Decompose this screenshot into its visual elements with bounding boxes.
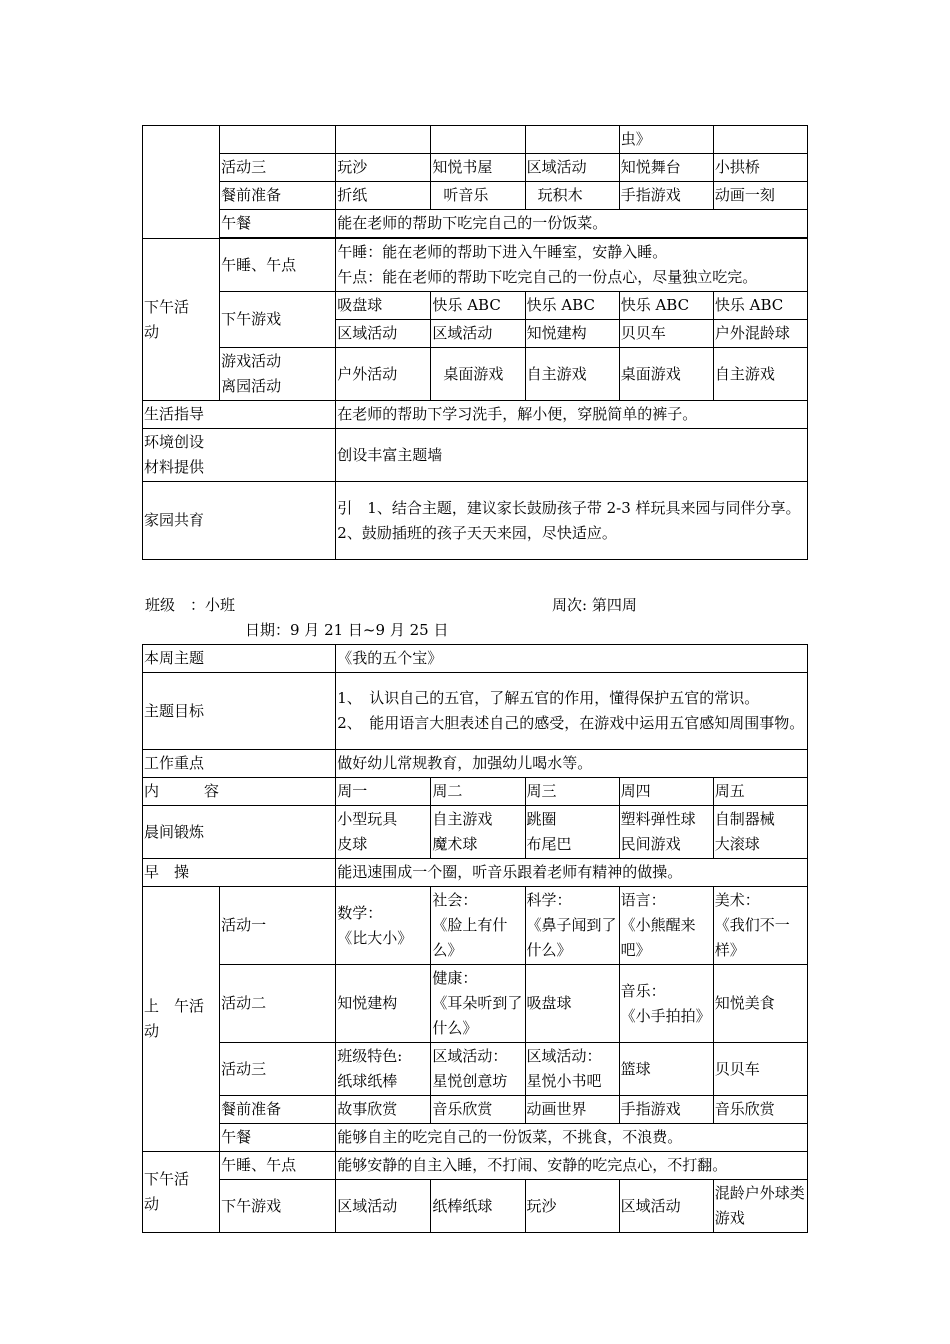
table-cell (431, 126, 525, 154)
table-cell: 虫》 (619, 126, 713, 154)
table-cell: 桌面游戏 (619, 348, 713, 401)
table-cell: 玩沙 (525, 1180, 619, 1233)
table-cell: 区域活动 (336, 320, 431, 348)
day-header: 周一 (336, 778, 431, 806)
table-cell: 快乐 ABC (713, 292, 807, 320)
table-cell: 区域活动： 星悦创意坊 (431, 1043, 525, 1096)
table-cell: 自主游戏 (525, 348, 619, 401)
row-text: 1、 认识自己的五官，了解五官的作用，懂得保护五官的常识。 2、 能用语言大胆表述自己的感受，在游戏中运用五官感知周围事物。 (336, 673, 808, 750)
table-cell: 班级特色: 纸球纸棒 (336, 1043, 431, 1096)
row-label: 家园共育 (143, 482, 336, 560)
table-cell: 折纸 (336, 182, 431, 210)
row-label: 活动一 (220, 887, 336, 965)
row-text: 能够安静的自主入睡，不打闹、安静的吃完点心，不打翻。 (336, 1152, 808, 1180)
day-header: 周四 (619, 778, 713, 806)
row-label: 生活指导 (143, 401, 336, 429)
row-label: 下午游戏 (220, 1180, 336, 1233)
row-label: 早 操 (143, 859, 336, 887)
table-cell: 音乐欣赏 (431, 1096, 525, 1124)
table-cell: 混龄户外球类游戏 (713, 1180, 807, 1233)
table-cell: 自制器械 大滚球 (713, 806, 807, 859)
row-text: 在老师的帮助下学习洗手，解小便，穿脱简单的裤子。 (336, 401, 808, 429)
section-label-afternoon: 下午活 动 (143, 239, 220, 401)
table-cell (525, 126, 619, 154)
table-cell: 纸棒纸球 (431, 1180, 525, 1233)
table-cell: 小型玩具 皮球 (336, 806, 431, 859)
row-label: 下午游戏 (220, 292, 336, 348)
table-cell: 手指游戏 (619, 182, 713, 210)
table-cell: 知悦美食 (713, 965, 807, 1043)
table-cell: 美术： 《我们不一样》 (713, 887, 807, 965)
table-cell (713, 126, 807, 154)
table-cell: 知悦建构 (525, 320, 619, 348)
row-label: 活动二 (220, 965, 336, 1043)
table-cell: 快乐 ABC (525, 292, 619, 320)
table-cell: 社会： 《脸上有什么》 (431, 887, 525, 965)
row-label: 环境创设 材料提供 (143, 429, 336, 482)
table-cell: 故事欣赏 (336, 1096, 431, 1124)
table-cell: 知悦舞台 (619, 154, 713, 182)
table-cell: 区域活动 (336, 1180, 431, 1233)
row-label: 午睡、午点 (220, 1152, 336, 1180)
row-label: 活动三 (220, 154, 336, 182)
row-label: 晨间锻炼 (143, 806, 336, 859)
table-cell: 区域活动： 星悦小书吧 (525, 1043, 619, 1096)
table-cell (336, 126, 431, 154)
row-text: 创设丰富主题墙 (336, 429, 808, 482)
row-label: 主题目标 (143, 673, 336, 750)
row-text: 《我的五个宝》 (336, 645, 808, 673)
table-cell: 玩积木 (525, 182, 619, 210)
row-label: 午餐 (220, 1124, 336, 1152)
row-label: 午餐 (220, 210, 336, 238)
day-header: 周二 (431, 778, 525, 806)
day-header: 周三 (525, 778, 619, 806)
table-cell: 户外混龄球 (713, 320, 807, 348)
row-label: 内 容 (143, 778, 336, 806)
row-label: 餐前准备 (220, 1096, 336, 1124)
table-cell: 篮球 (619, 1043, 713, 1096)
row-label: 游戏活动 离园活动 (220, 348, 336, 401)
table-cell: 塑料弹性球 民间游戏 (619, 806, 713, 859)
row-text: 引 1、结合主题，建议家长鼓励孩子带 2-3 样玩具来园与同伴分享。 2、鼓励插班的孩子天天来园，尽快适应。 (336, 482, 808, 560)
row-text: 午睡：能在老师的帮助下进入午睡室，安静入睡。 午点：能在老师的帮助下吃完自己的一份点心，尽量独立吃完。 (336, 239, 808, 292)
row-text: 能够自主的吃完自己的一份饭菜，不挑食，不浪费。 (336, 1124, 808, 1152)
table-cell: 快乐 ABC (619, 292, 713, 320)
class-label: 班级 ：小班 (145, 596, 236, 614)
table-cell: 数学： 《比大小》 (336, 887, 431, 965)
table-cell: 跳圈 布尾巴 (525, 806, 619, 859)
table-cell (220, 126, 336, 154)
table-cell: 自主游戏 魔术球 (431, 806, 525, 859)
table-cell: 知悦书屋 (431, 154, 525, 182)
table-cell: 区域活动 (619, 1180, 713, 1233)
table-cell: 户外活动 (336, 348, 431, 401)
day-header: 周五 (713, 778, 807, 806)
table-cell: 小拱桥 (713, 154, 807, 182)
table-cell: 知悦建构 (336, 965, 431, 1043)
date-label: 日期：9 月 21 日~9 月 25 日 (245, 621, 449, 639)
row-text: 能迅速围成一个圈，听音乐跟着老师有精神的做操。 (336, 859, 808, 887)
row-label: 工作重点 (143, 750, 336, 778)
morning-section-cell (143, 126, 220, 239)
schedule-table-week3 (142, 125, 808, 560)
row-label: 午睡、午点 (220, 239, 336, 292)
row-label: 餐前准备 (220, 182, 336, 210)
schedule-table-week4 (142, 644, 808, 1233)
table-cell: 音乐欣赏 (713, 1096, 807, 1124)
table-cell: 音乐： 《小手拍拍》 (619, 965, 713, 1043)
table-cell: 手指游戏 (619, 1096, 713, 1124)
row-text: 做好幼儿常规教育，加强幼儿喝水等。 (336, 750, 808, 778)
table-cell: 自主游戏 (713, 348, 807, 401)
table-cell: 贝贝车 (619, 320, 713, 348)
row-label: 本周主题 (143, 645, 336, 673)
table-cell: 听音乐 (431, 182, 525, 210)
table-cell: 快乐 ABC (431, 292, 525, 320)
week-label: 周次: 第四周 (552, 596, 637, 614)
section-label-morning: 上 午活 动 (143, 887, 220, 1152)
table-cell: 语言： 《小熊醒来吧》 (619, 887, 713, 965)
table-cell: 动画世界 (525, 1096, 619, 1124)
table-cell: 科学： 《鼻子闻到了什么》 (525, 887, 619, 965)
table-cell: 吸盘球 (525, 965, 619, 1043)
row-text: 能在老师的帮助下吃完自己的一份饭菜。 (336, 210, 808, 238)
table-cell: 健康： 《耳朵听到了什么》 (431, 965, 525, 1043)
table-cell: 玩沙 (336, 154, 431, 182)
table-cell: 吸盘球 (336, 292, 431, 320)
table-cell: 动画一刻 (713, 182, 807, 210)
table-cell: 区域活动 (525, 154, 619, 182)
table-cell: 贝贝车 (713, 1043, 807, 1096)
section-label-afternoon: 下午活 动 (143, 1152, 220, 1233)
row-label: 活动三 (220, 1043, 336, 1096)
table-cell: 桌面游戏 (431, 348, 525, 401)
table-cell: 区域活动 (431, 320, 525, 348)
